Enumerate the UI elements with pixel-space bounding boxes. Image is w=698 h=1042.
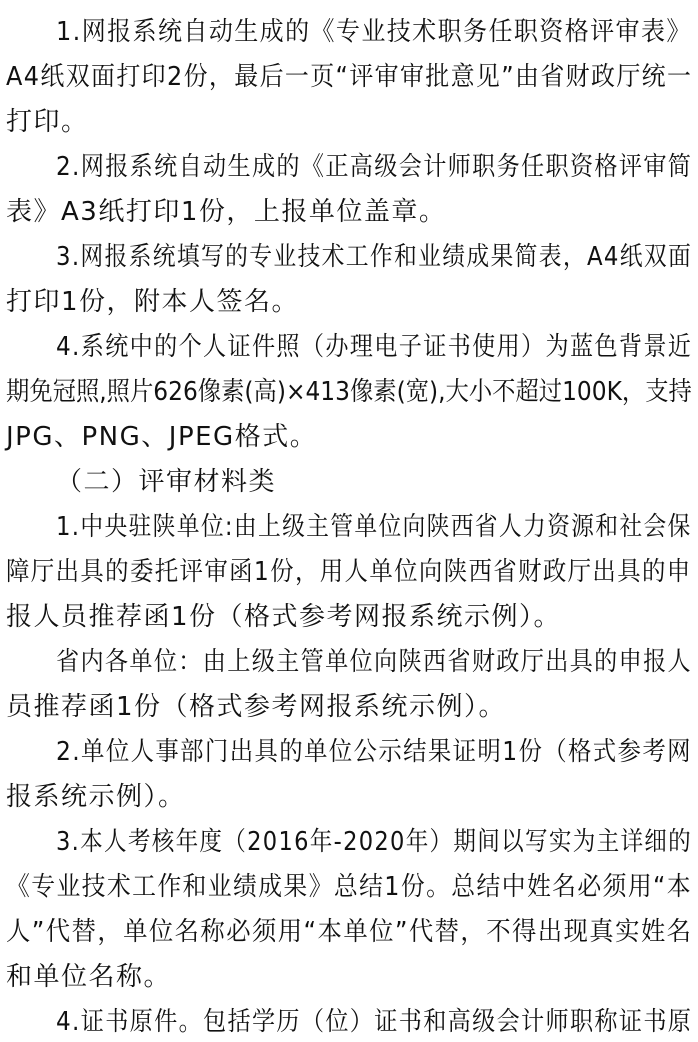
paragraph-8-line-1: 3.本人考核年度（2016年-2020年）期间以写实为主详细的 [56,827,693,857]
paragraph-1-line-3: 打印。 [6,107,89,137]
paragraph-3-line-1: 3.网报系统填写的专业技术工作和业绩成果简表，A4纸双面 [56,242,693,272]
paragraph-5-line-1: 1.中央驻陕单位:由上级主管单位向陕西省人力资源和社会保 [56,512,692,542]
paragraph-9-line-1: 4.证书原件。包括学历（位）证书和高级会计师职称证书原 [56,1007,693,1037]
paragraph-8-line-4: 和单位名称。 [6,962,172,992]
paragraph-1-line-2: A4纸双面打印2份，最后一页“评审审批意见”由省财政厅统一 [6,62,693,92]
paragraph-2-line-2: 表》A3纸打印1份，上报单位盖章。 [6,197,447,227]
paragraph-6-line-1: 省内各单位：由上级主管单位向陕西省财政厅出具的申报人 [56,647,693,677]
paragraph-5-line-3: 报人员推荐函1份（格式参考网报系统示例）。 [6,602,562,632]
paragraph-4-line-3: JPG、PNG、JPEG格式。 [6,422,318,452]
paragraph-8-line-2: 《专业技术工作和业绩成果》总结1份。总结中姓名必须用“本 [6,872,693,902]
section-heading-review-materials: （二）评审材料类 [56,467,277,497]
paragraph-6-line-2: 员推荐函1份（格式参考网报系统示例）。 [6,692,507,722]
paragraph-7-line-2: 报系统示例）。 [6,782,186,812]
paragraph-4-line-1: 4.系统中的个人证件照（办理电子证书使用）为蓝色背景近 [56,332,693,362]
paragraph-5-line-2: 障厅出具的委托评审函1份，用人单位向陕西省财政厅出具的申 [6,557,692,587]
paragraph-2-line-1: 2.网报系统自动生成的《正高级会计师职务任职资格评审简 [56,152,693,182]
paragraph-1-line-1: 1.网报系统自动生成的《专业技术职务任职资格评审表》 [56,17,692,47]
paragraph-8-line-3: 人”代替，单位名称必须用“本单位”代替，不得出现真实姓名 [6,917,693,947]
paragraph-3-line-2: 打印1份，附本人签名。 [6,287,300,317]
paragraph-4-line-2: 期免冠照,照片626像素(高)×413像素(宽),大小不超过100K，支持 [6,377,692,407]
paragraph-7-line-1: 2.单位人事部门出具的单位公示结果证明1份（格式参考网 [56,737,692,767]
